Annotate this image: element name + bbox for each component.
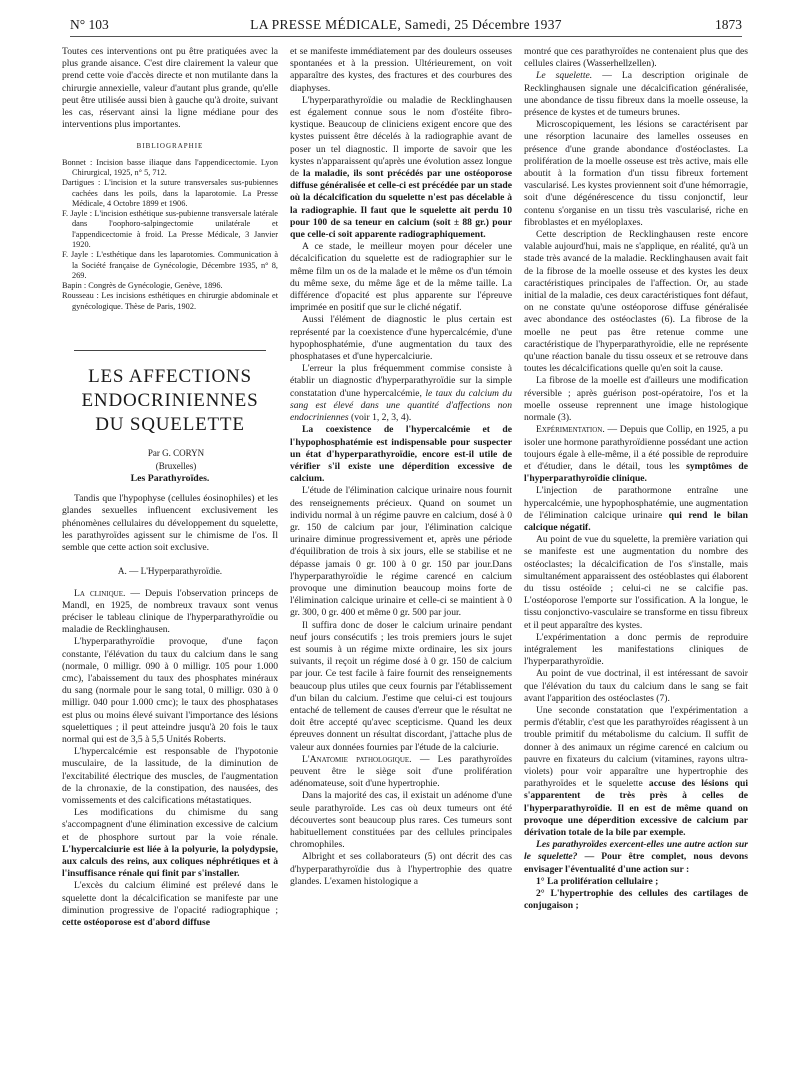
paragraph <box>524 839 748 876</box>
paragraph: Microscopiquement, les lésions se caractérisent par une résorption lacunaire des lamelles osseuses en présence d'une grande abondance d'ostéoclastes. La prolifération de la moelle osseuse est très active, mais elle aboutit à la formation d'un tissu fibreux fortement vascularisé. Les kystes proviennent soit d'une hémorragie, soit d'une dégénérescence du tissu conjonctif, leur contenu s'organise en un tissu très vascularisé, riche en fibroblastes et en myéloplaxes. <box>524 119 748 228</box>
list-item: 1° La prolifération cellulaire ; <box>536 875 659 887</box>
paragraph-bold-text: symptômes de l'hyperparathyroïdie clinique. <box>524 460 749 485</box>
paragraph: Tandis que l'hypophyse (cellules éosinophiles) et les glandes sexuelles influencent exclusivement les phénomènes cellulaires du développement du squelette, les parathyroïdes agissent sur le chimisme de l'os. Il semble que cette action soit exclusive. <box>62 493 278 554</box>
paragraph <box>524 485 748 534</box>
column-right <box>524 46 748 912</box>
paragraph: Aussi l'élément de diagnostic le plus certain est représenté par la coexistence d'une hypercalcémie, d'une hypophosphatémie, d'une augmentation du taux des phosphatases et d'une hypercalciurie. <box>290 314 512 363</box>
paragraph-text: (voir 1, 2, 3, 4). <box>348 412 412 424</box>
paragraph-bold-text: L'hypercalciurie est liée à la polyurie, la polydypsie, aux calculs des reins, aux coliques néphrétiques et à l'insuffisance rénale qui finit par s'installer. <box>62 843 278 880</box>
paragraph: Dans la majorité des cas, il existait un adénome d'une seule parathyroïde. Les cas où deux tumeurs ont été découvertes sont beaucoup plus rares. Ces tumeurs sont habituellement constituées par des cellules principales chromophiles. <box>290 790 512 851</box>
bibliography-entry: Dartigues : L'incision et la suture transversales sus-pubiennes cachées dans les poils, dans la laparotomie. La Presse Médicale, 4 Octobre 1899 et 1906. <box>62 178 278 208</box>
paragraph <box>524 705 748 839</box>
paragraph-lead: Expérimentation. <box>536 424 605 436</box>
paragraph-lead: Le squelette. <box>536 70 593 82</box>
paragraph-text: — Les parathyroïdes peuvent être le siège soit d'une prolifération adénomateuse, soit d'une hypertrophie. <box>290 753 512 790</box>
paragraph-bold-text: accuse des lésions qui s'apparentent de très près à celles de l'hyperparathyroïdie. Il en est de même quand on provoque une déperdition excessive de calcium par dérivation totale de la bile par exemple. <box>524 778 748 838</box>
author-byline: Par G. CORYN <box>147 448 205 459</box>
paragraph-text: L'excès du calcium éliminé est prélevé dans le squelette dont la décalcification se manifeste par une diminution progressive de l'opacité radiographique ; <box>62 880 278 916</box>
paragraph: et se manifeste immédiatement par des douleurs osseuses spontanées et à la pression. Ultérieurement, on voit apparaître des kystes, des fractures et des courbures des diaphyses. <box>290 46 512 94</box>
paragraph-text: Une seconde constatation que l'expérimentation a permis d'établir, c'est que les parathyroïdes réagissent à un trouble primitif du métabolisme du calcium. Il suffit de donner à des animaux un régime carencé en calcium ou pauvre en fixateurs du calcium (vitamines, rayons ultra-violets) pour voir apparaître une hypertrophie des parathyroïdes et le squelette <box>524 704 748 790</box>
subsection-heading: A. — L'Hyperparathyroïdie. <box>117 566 223 577</box>
paragraph-text: L'injection de parathormone entraîne une hypercalcémie, une hypophosphatémie, une augmentation de l'élimination calcique urinaire <box>524 485 748 521</box>
paragraph <box>290 363 512 424</box>
paragraph: montré que ces parathyroïdes ne contenaient plus que des cellules claires (Wasserhellzellen). <box>524 46 748 70</box>
paragraph: Au point de vue doctrinal, il est intéressant de savoir que l'élévation du taux du calcium dans le sang se fait avant l'apparition des ostéoclastes (7). <box>524 668 748 704</box>
paragraph-text: — La description originale de Recklinghausen signale une décalcification généralisée, une abondance de tissu fibreux dans la moelle osseuse, la présence de kystes et de tumeurs brunes. <box>524 70 748 119</box>
section-divider <box>74 350 266 351</box>
paragraph: A ce stade, le meilleur moyen pour déceler une décalcification du squelette est de radiographier sur le même film un os de la malade et le même os d'un témoin du même sexe, du même âge et de la même taille. La différence d'opacité est plus apparente sur l'épreuve imprimée en positif que sur le cliché négatif. <box>290 241 512 314</box>
paragraph <box>62 880 278 929</box>
journal-title: LA PRESSE MÉDICALE, Samedi, 25 Décembre 1937 <box>250 17 562 32</box>
intro-paragraph: Toutes ces interventions ont pu être pratiquées avec la plus grande aisance. C'est dire clairement la valeur que prend cette voie d'accès directe et non mutilante dans la chirurgie annexielle, valeur d'autant plus grande, qu'elle peut être utilisée aussi bien à gauche qu'à droite, suivant les cas, réservant ainsi la ligne médiane pour des interventions plus importantes. <box>62 46 278 131</box>
paragraph: Au point de vue du squelette, la première variation qui se manifeste est une augmentation du nombre des ostéoclastes; la décalcification de l'os s'installe, mais simultanément apparaissent des ostéoblastes qui élaborent du tissu ostéoïde ; celui-ci ne se calcifie pas. L'ostéoporose l'emporte sur l'ossification. A la longue, le tissu conjonctivo-vasculaire se transforme en tissu fibreux et il peut apparaître des kystes. <box>524 534 748 631</box>
bibliography-entry: Bapin : Congrès de Gynécologie, Genève, 1896. <box>62 281 223 291</box>
paragraph-bold-text: — Pour être complet, nous devons envisager l'éventualité d'une action sur : <box>524 851 748 875</box>
section-heading: Les Parathyroïdes. <box>130 473 210 485</box>
paragraph-bold-text: qui rend le bilan calcique négatif. <box>524 509 748 533</box>
paragraph: La coexistence de l'hypercalcémie et de l'hypophosphatémie est indispensable pour suspecter un état d'hyperparathyroïdie, encore est-il utile de vérifier s'il existe une déperdition excessive de calcium. <box>290 424 512 485</box>
article-title-line: DU SQUELETTE <box>95 414 245 436</box>
page-header <box>70 14 742 37</box>
issue-number: N° 103 <box>70 17 109 32</box>
column-left <box>62 46 278 929</box>
bibliography-entry: Bonnet : Incision basse iliaque dans l'appendicectomie. Lyon Chirurgical, 1925, n° 5, 712. <box>62 157 278 177</box>
paragraph <box>290 754 512 791</box>
page-number: 1873 <box>715 17 742 32</box>
paragraph-text: — Depuis l'observation princeps de Mandl, en 1925, de nombreux travaux sont venus préciser le tableau clinique de l'hyperparathyroïdie ou maladie de Recklinghausen. <box>62 587 278 636</box>
paragraph-lead: L'Anatomie pathologique. <box>302 753 412 765</box>
bibliography-entry: F. Jayle : L'incision esthétique sus-pubienne transversale latérale dans l'oophoro-salpingectomie unilatérale et l'appendicectomie à froid. La Presse Médicale, 3 Janvier 1920. <box>62 209 278 249</box>
bibliography-entry: Rousseau : Les incisions esthétiques en chirurgie abdominale et gynécologique. Thèse de Paris, 1902. <box>62 291 278 311</box>
paragraph: L'hyperparathyroïdie provoque, d'une façon constante, l'élévation du taux du calcium dans le sang (normale, 0 milligr. 090 à 0 milligr. 105 pour 1.000 cmc), l'abaissement du taux des phosphates minéraux du sang (normale pour le sang total, 0 milligr. 030 à 0 milligr. 040 pour 1.000 cmc); le taux des phosphatases est plus ou moins élevé suivant l'importance des lésions squelettiques ; il peut atteindre jusqu'à 20 fois le taux normal qui est de 3,5 à 5,5 Unités Roberts. <box>62 636 278 745</box>
paragraph <box>290 95 512 241</box>
paragraph-bold-text: cette ostéoporose est d'abord diffuse <box>62 916 210 928</box>
paragraph: Il suffira donc de doser le calcium urinaire pendant neuf jours consécutifs ; les trois premiers jours le sujet est soumis à un régime mixte ordinaire, les six jours suivants, il reçoit un régime dosé à 0 gr. 150 de calcium par jour. Ce test facile à faire fournit des renseignements beaucoup plus utiles que ceux fournis par l'établissement d'un bilan du calcium. J'estime que celui-ci est toujours entaché de tellement de causes d'erreur que le résultat ne doit être accepté qu'avec scepticisme. Quand les deux épreuves donnent un résultat discordant, j'attache plus de valeur aux données fournies par l'étude de la calciurie. <box>290 619 512 753</box>
paragraph: La fibrose de la moelle est d'ailleurs une modification réversible ; après guérison post-opératoire, l'os et la moelle osseuse reprennent une image histologique normale (3). <box>524 375 748 424</box>
article-title <box>62 365 278 437</box>
paragraph: L'étude de l'élimination calcique urinaire nous fournit des renseignements précieux. Quand on soumet un individu normal à un régime pauvre en calcium, dosé à 0 gr. 150 de calcium par jour, l'élimination calcique urinaire diminue progressivement et, après une période d'équilibration de trois à six jours, elle se stabilise et ne dépasse jamais 0 gr. 100 à 0 gr. 150 par jour.Dans l'hyperparathyroïdie le régime carencé en calcium provoque une diminution beaucoup moins forte de l'élimination calcique urinaire et celle-ci se maintient à 0 gr. 300, 0 gr. 400 et même 0 gr. 500 par jour. <box>290 485 512 619</box>
paragraph-text: L'hyperparathyroïdie ou maladie de Recklinghausen est également connue sous le nom d'ostéite fibro-kystique. Beaucoup de cliniciens exigent encore que des kystes puissent être décelés à la radiographie avant de poser un tel diagnostic. Il importe de savoir que les kystes n'apparaissent qu'après une évolution assez longue de <box>290 94 512 180</box>
paragraph-text: Les modifications du chimisme du sang s'accompagnent d'une élimination excessive de calcium et de phosphore surtout par la voie rénale. <box>62 807 278 843</box>
paragraph-bold-text: la maladie, ils sont précédés par une ostéoporose diffuse généralisée et celle-ci est précédée par un stade où la décalcification du squelette n'est pas décelable à la radiographie. Il faut que le squelette ait perdu 10 pour 100 de sa teneur en calcium (soit ± 88 gr.) pour que celle-ci soit apparente radiographiquement. <box>290 168 512 241</box>
paragraph <box>62 588 278 637</box>
bibliography-entry: F. Jayle : L'esthétique dans les laparotomies. Communication à la Société française de Gynécologie, Décembre 1935, n° 8, 269. <box>62 250 278 280</box>
paragraph-italic-text: le taux du calcium du sang est élevé dans une quantité d'affections non endocriniennes <box>290 387 513 424</box>
list-item: 2° L'hypertrophie des cellules des cartilages de conjugaison ; <box>524 888 748 912</box>
author-city: (Bruxelles) <box>155 461 197 472</box>
bibliography-heading: BIBLIOGRAPHIE <box>136 142 204 151</box>
paragraph-text: L'erreur la plus fréquemment commise consiste à établir un diagnostic d'hyperparathyroïdie sur la simple constatation d'une hypercalcémie, <box>290 363 512 399</box>
article-title-line: LES AFFECTIONS <box>88 366 252 388</box>
article-title-line: ENDOCRINIENNES <box>81 390 259 412</box>
paragraph: L'hypercalcémie est responsable de l'hypotonie musculaire, de la lassitude, de la diminution de l'excitabilité électrique des muscles, de l'augmentation de la chronaxie, de la constipation, des nausées, des vomissements et des calcifications métastatiques. <box>62 746 278 806</box>
paragraph-question: Les parathyroïdes exercent-elles une autre action sur le squelette? <box>524 839 748 863</box>
paragraph <box>524 70 748 119</box>
paragraph: Cette description de Recklinghausen reste encore valable aujourd'hui, mais ne s'applique, en réalité, qu'à un stade très avancé de la maladie. Recklinghausen avait fait de la fibrose de la moelle osseuse et des kystes les deux caractéristiques principales de l'affection. Or, au stade initial de la maladie, ces deux caractéristiques font défaut, on ne constate qu'une ostéoporose diffuse généralisée avec abondance des ostéoclastes (6). La fibrose de la moelle ne peut pas être retenue comme une caractéristique de l'hyperparathyroïdie, elle ne représente qu'une réaction banale du tissu osseux et se retrouve dans toutes les décalcifications quelle qu'en soit la cause. <box>524 229 748 375</box>
paragraph <box>524 424 748 485</box>
column-middle <box>290 46 512 888</box>
paragraph: L'expérimentation a donc permis de reproduire intégralement les manifestations cliniques de l'hyperparathyroïdie. <box>524 631 748 668</box>
paragraph-text: — Depuis que Collip, en 1925, a pu isoler une hormone parathyroïdienne possédant une action toujours égale à elle-même, il a été possible de reproduire et d'étudier, dans le détail, tous les <box>524 424 748 472</box>
paragraph <box>62 807 278 880</box>
paragraph: Albright et ses collaborateurs (5) ont décrit des cas d'hyperparathyroïdie dus à l'hypertrophie des quatre glandes. L'examen histologique a <box>290 851 512 887</box>
paragraph-lead: La clinique. <box>74 587 126 599</box>
